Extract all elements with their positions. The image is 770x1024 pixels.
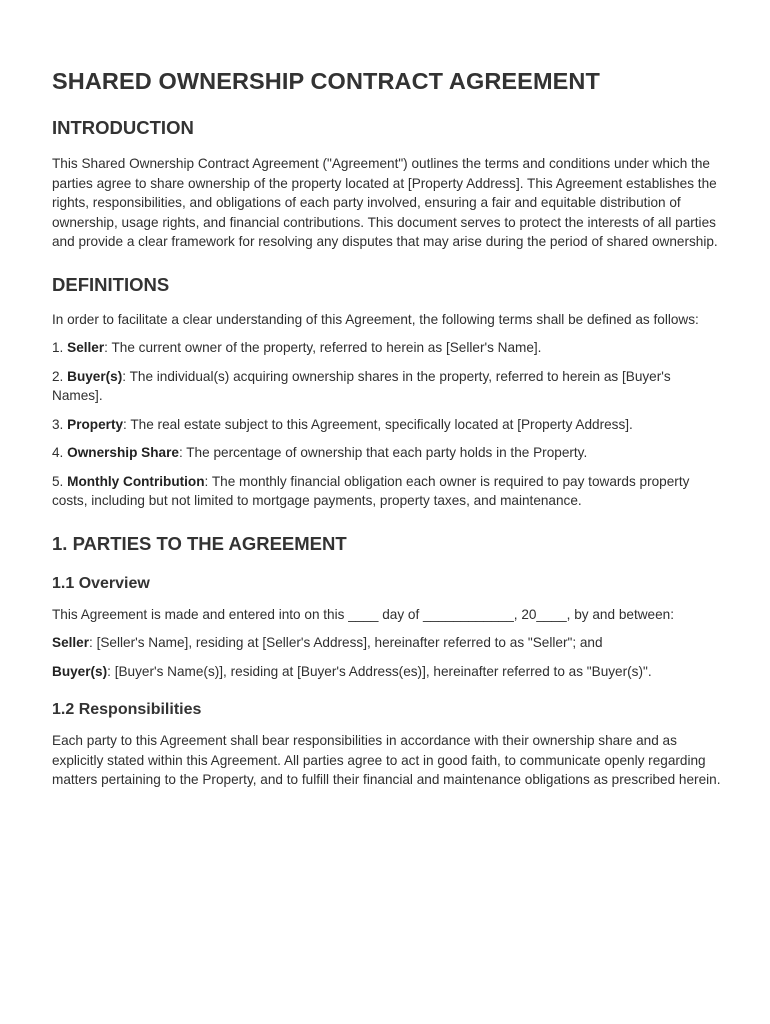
definition-term: Seller: [67, 340, 105, 355]
definition-text: : The current owner of the property, referred to herein as [Seller's Name].: [104, 340, 542, 355]
definition-item: [52, 338, 724, 358]
definition-item: [52, 472, 724, 511]
definition-item: [52, 443, 724, 463]
buyer-clause: [52, 662, 724, 682]
buyer-text: : [Buyer's Name(s)], residing at [Buyer's Address(es)], hereinafter referred to as "Buyer(s)".: [107, 663, 652, 679]
definition-number: 5.: [52, 473, 64, 489]
overview-heading: 1.1 Overview: [52, 574, 150, 592]
definitions-heading: DEFINITIONS: [52, 273, 170, 295]
document-title: SHARED OWNERSHIP CONTRACT AGREEMENT: [52, 68, 600, 94]
definition-number: 4.: [52, 445, 64, 460]
definition-text: : The individual(s) acquiring ownership shares in the property, referred to herein as [Buyer's Names].: [52, 368, 671, 403]
definition-item: [52, 415, 724, 435]
definition-text: : The monthly financial obligation each owner is required to pay towards property costs, including but not limited to mortgage payments, property taxes, and maintenance.: [52, 473, 690, 508]
parties-heading: 1. PARTIES TO THE AGREEMENT: [52, 532, 347, 554]
seller-text: : [Seller's Name], residing at [Seller's Address], hereinafter referred to as "Seller"; and: [89, 635, 603, 650]
definition-number: 2.: [52, 368, 64, 384]
definition-number: 3.: [52, 416, 64, 432]
seller-term: Seller: [52, 635, 90, 650]
definition-text: : The percentage of ownership that each party holds in the Property.: [178, 445, 588, 460]
definition-text: : The real estate subject to this Agreement, specifically located at [Property Address].: [123, 416, 633, 432]
seller-clause: [52, 633, 724, 653]
responsibilities-text: Each party to this Agreement shall bear responsibilities in accordance with their ownership share and as explicitly stated within this Agreement. All parties agree to act in good faith, to communicate openly regarding matters pertaining to the Property, and to fulfill their financial and maintenance obligations as prescribed herein.: [52, 733, 721, 787]
definition-term: Buyer(s): [67, 368, 123, 384]
introduction-text: This Shared Ownership Contract Agreement ("Agreement") outlines the terms and conditions under which the parties agree to share ownership of the property located at [Property Address]. This Agreement establishes the rights, responsibilities, and obligations of each party involved, ensuring a fair and equitable distribution of ownership, usage rights, and financial contributions. This document serves to protect the interests of all parties and provide a clear framework for resolving any disputes that may arise during the period of shared ownership.: [52, 156, 718, 249]
document-page: [52, 68, 724, 799]
definition-number: 1.: [52, 340, 64, 355]
overview-text: This Agreement is made and entered into on this ____ day of ____________, 20____, by and between:: [52, 606, 674, 622]
definition-term: Ownership Share: [67, 445, 179, 460]
buyer-term: Buyer(s): [52, 663, 108, 679]
introduction-heading: INTRODUCTION: [52, 117, 194, 138]
definitions-intro: In order to facilitate a clear understanding of this Agreement, the following terms shall be defined as follows:: [52, 311, 699, 327]
definition-item: [52, 367, 724, 406]
definition-term: Property: [67, 416, 124, 432]
definition-term: Monthly Contribution: [67, 473, 205, 489]
responsibilities-heading: 1.2 Responsibilities: [52, 701, 202, 718]
